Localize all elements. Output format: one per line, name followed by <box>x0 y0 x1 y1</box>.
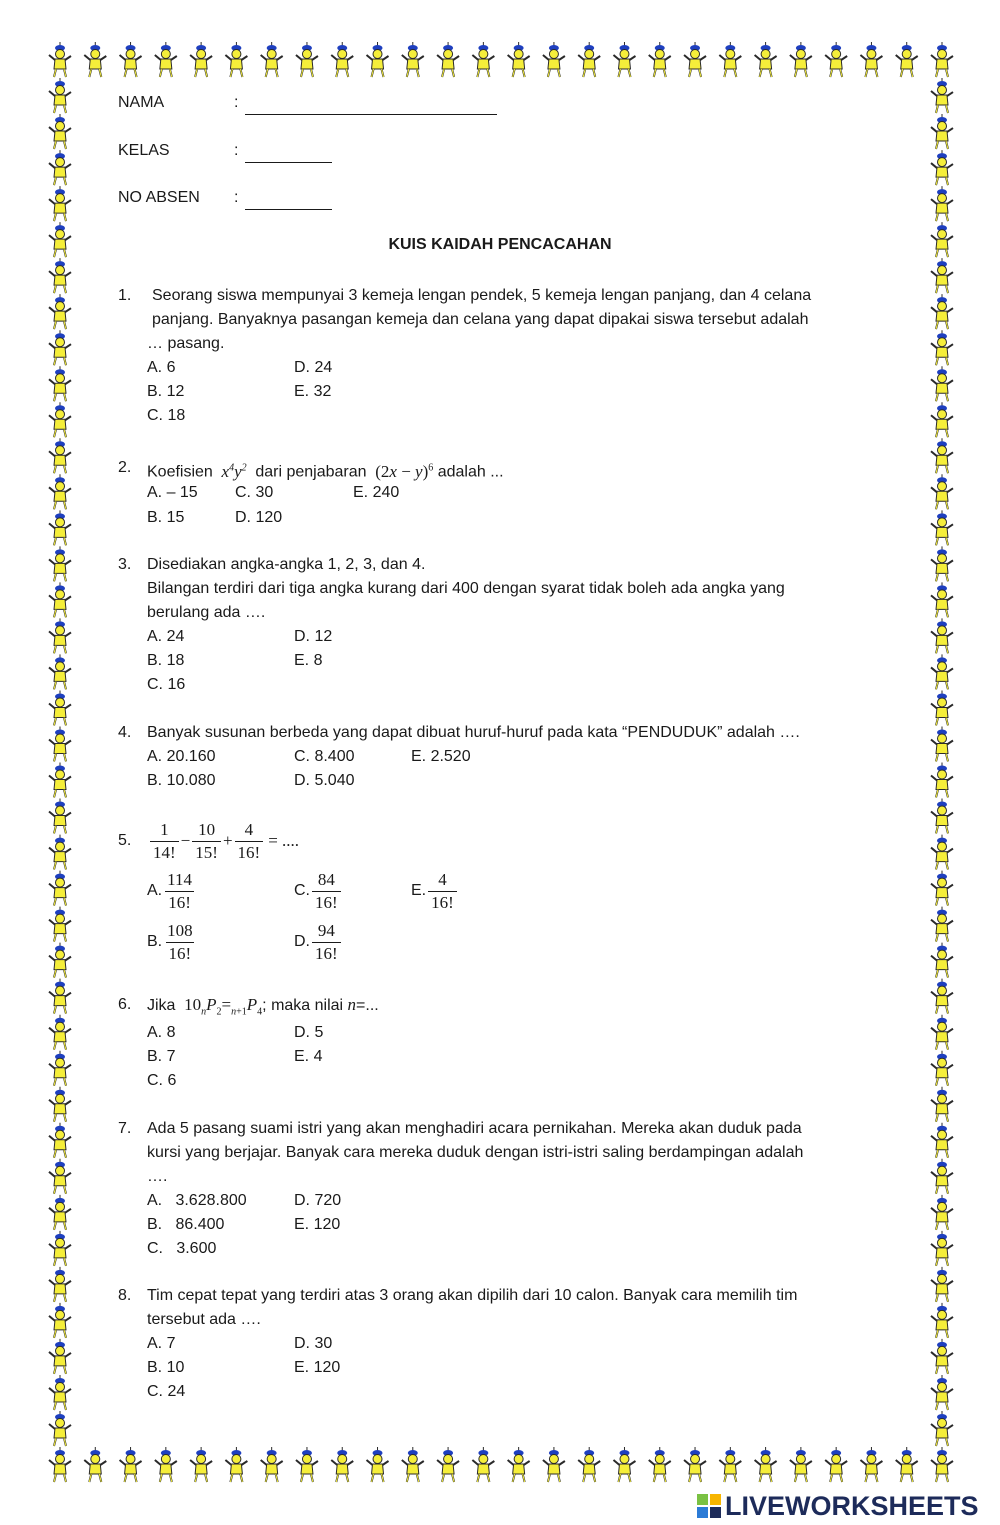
option-a[interactable]: A. – 15 <box>147 484 198 501</box>
border-figure <box>49 1123 71 1158</box>
option-c[interactable]: C. 6 <box>147 1072 177 1089</box>
border-figure <box>931 763 953 798</box>
option-d[interactable]: D. 5.040 <box>294 772 355 789</box>
border-figure <box>719 1447 741 1482</box>
border-figure <box>931 1339 953 1374</box>
option-d[interactable]: D. 720 <box>294 1192 342 1209</box>
question-number: 8. <box>118 1287 132 1304</box>
border-figure <box>931 150 953 185</box>
border-figure <box>931 1303 953 1338</box>
border-figure <box>790 42 812 77</box>
border-figure <box>120 42 142 77</box>
question-text: Ada 5 pasang suami istri yang akan menghadiri acara pernikahan. Mereka akan duduk pada <box>147 1120 802 1137</box>
border-figure <box>49 510 71 545</box>
border-figure <box>543 42 565 77</box>
border-figure <box>931 546 953 581</box>
border-figure <box>931 330 953 365</box>
option-a[interactable]: A. 7 <box>147 1335 176 1352</box>
border-figure <box>931 979 953 1014</box>
equals-sign: = .... <box>268 831 300 850</box>
option-e[interactable]: E. 120 <box>294 1359 341 1376</box>
border-figure <box>472 1447 494 1482</box>
border-figure <box>49 1339 71 1374</box>
option-b[interactable]: B. 10 <box>147 1359 185 1376</box>
border-figure <box>931 42 953 77</box>
border-figure <box>402 42 424 77</box>
border-figure <box>931 835 953 870</box>
option-a[interactable]: A. 8 <box>147 1024 176 1041</box>
question-text-part: =... <box>356 997 379 1014</box>
name-blank-field[interactable] <box>245 96 497 115</box>
option-b[interactable]: B. 10.080 <box>147 772 216 789</box>
question-number: 3. <box>118 556 132 573</box>
option-a[interactable]: A. 20.160 <box>147 748 216 765</box>
border-figure <box>49 979 71 1014</box>
border-figure <box>49 1375 71 1410</box>
question-text: Banyak susunan berbeda yang dapat dibuat huruf-huruf pada kata “PENDUDUK” adalah …. <box>147 724 800 741</box>
border-figure <box>49 582 71 617</box>
border-figure <box>49 78 71 113</box>
border-figure <box>931 78 953 113</box>
minus-sign: − <box>180 831 191 850</box>
question-text: Seorang siswa mempunyai 3 kemeja lengan pendek, 5 kemeja lengan panjang, dan 4 celana <box>152 287 812 304</box>
option-c[interactable]: C. 30 <box>235 484 274 501</box>
border-figure <box>49 1195 71 1230</box>
border-figure <box>49 150 71 185</box>
question-text: …. <box>147 1168 168 1185</box>
border-figure <box>261 42 283 77</box>
border-figure <box>261 1447 283 1482</box>
border-figure <box>49 438 71 473</box>
border-figure <box>931 1087 953 1122</box>
question-text-part: adalah ... <box>437 463 504 481</box>
border-figure <box>613 1447 635 1482</box>
border-figure <box>896 42 918 77</box>
option-e[interactable]: E. 32 <box>294 383 332 400</box>
border-figure <box>931 1051 953 1086</box>
question-text <box>147 456 504 485</box>
option-b[interactable]: B. 15 <box>147 509 185 526</box>
name-colon: : <box>234 94 239 111</box>
option-a[interactable]: A. 24 <box>147 628 185 645</box>
class-blank-field[interactable] <box>245 144 332 163</box>
name-label: NAMA <box>118 94 165 111</box>
border-figure <box>49 1159 71 1194</box>
border-figure <box>543 1447 565 1482</box>
absen-blank-field[interactable] <box>245 191 332 210</box>
border-figure <box>931 258 953 293</box>
border-figure <box>49 1447 71 1482</box>
option-d[interactable]: D. 120 <box>235 509 283 526</box>
option-e[interactable]: E. 240 <box>353 484 400 501</box>
border-figure <box>931 871 953 906</box>
border-figure <box>931 582 953 617</box>
border-figure <box>931 438 953 473</box>
border-figure <box>49 1015 71 1050</box>
math-expression-permutation: $10_nP_2=_{n+1}P_4$ <box>179 995 263 1018</box>
border-figure <box>931 186 953 221</box>
border-figure <box>684 42 706 77</box>
absen-colon: : <box>234 189 239 206</box>
border-figure <box>931 1267 953 1302</box>
border-figure <box>790 1447 812 1482</box>
border-figure <box>578 42 600 77</box>
border-figure <box>472 42 494 77</box>
question-text-part: dari penjabaran <box>255 463 367 481</box>
border-figure <box>931 366 953 401</box>
option-e[interactable]: E. 2.520 <box>411 748 471 765</box>
question-number: 5. <box>118 832 132 849</box>
question-text-part: Koefisien <box>147 463 213 481</box>
math-variable-n: n <box>347 995 357 1014</box>
border-figure <box>508 42 530 77</box>
math-term-x4y2: $x^4y^2$ <box>217 461 247 481</box>
border-figure <box>684 1447 706 1482</box>
question-text-part: Jika <box>147 997 176 1014</box>
border-figure <box>49 618 71 653</box>
border-figure <box>120 1447 142 1482</box>
border-figure <box>367 1447 389 1482</box>
math-expression-binomial: $(2x - y)^6$ <box>370 461 434 481</box>
option-c[interactable]: C. 18 <box>147 407 186 424</box>
border-figure <box>49 42 71 77</box>
liveworksheets-logo <box>697 1492 979 1520</box>
option-e[interactable]: E. 120 <box>294 1216 341 1233</box>
liveworksheets-logo-icon <box>697 1494 721 1518</box>
border-figure <box>49 402 71 437</box>
option-d[interactable]: D. 30 <box>294 1335 333 1352</box>
border-figure <box>613 42 635 77</box>
border-figure <box>49 330 71 365</box>
question-text: tersebut ada …. <box>147 1311 261 1328</box>
border-figure <box>931 114 953 149</box>
option-a[interactable]: A. 6 <box>147 359 176 376</box>
border-figure <box>755 42 777 77</box>
absen-label: NO ABSEN <box>118 189 200 206</box>
border-figure <box>49 186 71 221</box>
border-figure <box>49 654 71 689</box>
border-figure <box>49 366 71 401</box>
question-number: 7. <box>118 1120 132 1137</box>
border-figure <box>931 799 953 834</box>
border-figure <box>719 42 741 77</box>
border-figure <box>825 1447 847 1482</box>
border-figure <box>931 1159 953 1194</box>
question-number: 4. <box>118 724 132 741</box>
option-d[interactable]: D. 12 <box>294 628 333 645</box>
border-figure <box>155 42 177 77</box>
fraction: $\frac{4}{16!}$ <box>428 869 457 914</box>
border-figure <box>49 943 71 978</box>
option-c[interactable]: C. 24 <box>147 1383 186 1400</box>
question-text: panjang. Banyaknya pasangan kemeja dan celana yang dapat dipakai siswa tersebut adalah <box>152 311 809 328</box>
question-text <box>147 993 379 1024</box>
question-number: 1. <box>118 287 132 304</box>
border-figure <box>508 1447 530 1482</box>
border-figure <box>931 618 953 653</box>
fraction: $\frac{10}{15!}$ <box>192 819 221 864</box>
border-figure <box>931 907 953 942</box>
option-c[interactable]: C. 8.400 <box>294 748 355 765</box>
class-colon: : <box>234 142 239 159</box>
border-figure <box>84 1447 106 1482</box>
border-figure <box>49 690 71 725</box>
border-figure <box>825 42 847 77</box>
question-text: Tim cepat tepat yang terdiri atas 3 orang akan dipilih dari 10 calon. Banyak cara memilih tim <box>147 1287 798 1304</box>
border-figure <box>931 654 953 689</box>
border-figure <box>49 1303 71 1338</box>
border-figure <box>649 42 671 77</box>
question-text: kursi yang berjajar. Banyak cara mereka duduk dengan istri-istri saling berdampingan adalah <box>147 1144 804 1161</box>
border-figure <box>155 1447 177 1482</box>
class-label: KELAS <box>118 142 170 159</box>
border-figure <box>190 42 212 77</box>
border-figure <box>49 114 71 149</box>
option-d[interactable]: D. 5 <box>294 1024 324 1041</box>
border-figure <box>49 763 71 798</box>
border-figure <box>225 1447 247 1482</box>
border-figure <box>49 1087 71 1122</box>
border-figure <box>931 1195 953 1230</box>
border-figure <box>931 1231 953 1266</box>
border-figure <box>860 1447 882 1482</box>
option-e[interactable]: E. $\frac{4}{16!}$ <box>411 866 459 916</box>
logo-wordmark: LIVEWORKSHEETS <box>725 1490 979 1521</box>
option-b[interactable]: B. 18 <box>147 652 185 669</box>
border-figure <box>225 42 247 77</box>
border-figure <box>437 42 459 77</box>
border-figure <box>49 1231 71 1266</box>
option-d[interactable]: D. 24 <box>294 359 333 376</box>
option-b[interactable]: B. 7 <box>147 1048 176 1065</box>
border-figure <box>49 1267 71 1302</box>
border-figure <box>296 42 318 77</box>
fraction: $\frac{4}{16!}$ <box>235 819 264 864</box>
border-figure <box>931 1123 953 1158</box>
border-figure <box>49 799 71 834</box>
border-figure <box>296 1447 318 1482</box>
border-figure <box>49 474 71 509</box>
option-a[interactable]: A. $\frac{114}{16!}$ <box>147 866 197 916</box>
question-text: berulang ada …. <box>147 604 266 621</box>
plus-sign: + <box>222 831 233 850</box>
border-figure <box>931 726 953 761</box>
border-figure <box>331 1447 353 1482</box>
fraction: $\frac{114}{16!}$ <box>167 869 192 912</box>
border-figure <box>49 871 71 906</box>
option-c[interactable]: C. 16 <box>147 676 186 693</box>
border-figure <box>931 474 953 509</box>
fraction: $\frac{94}{16!}$ <box>312 920 341 965</box>
border-figure <box>931 1015 953 1050</box>
border-figure <box>931 510 953 545</box>
option-c[interactable]: C. $\frac{84}{16!}$ <box>294 866 343 916</box>
border-figure <box>931 1411 953 1446</box>
border-figure <box>931 1447 953 1482</box>
border-figure <box>931 690 953 725</box>
option-b[interactable]: B. 86.400 <box>147 1216 225 1233</box>
border-figure <box>860 42 882 77</box>
option-e[interactable]: E. 8 <box>294 652 323 669</box>
option-a[interactable]: A. 3.628.800 <box>147 1192 247 1209</box>
fraction: $\frac{108}{16!}$ <box>167 920 193 963</box>
border-figure <box>931 402 953 437</box>
border-figure <box>49 907 71 942</box>
fraction: $\frac{84}{16!}$ <box>312 869 341 914</box>
option-b[interactable]: B. $\frac{108}{16!}$ <box>147 917 198 967</box>
border-figure <box>367 42 389 77</box>
border-figure <box>649 1447 671 1482</box>
border-figure <box>49 726 71 761</box>
border-figure <box>49 546 71 581</box>
border-figure <box>331 42 353 77</box>
math-expression-factorials <box>148 816 299 866</box>
fraction: $\frac{1}{14!}$ <box>150 819 179 864</box>
option-b[interactable]: B. 12 <box>147 383 185 400</box>
border-figure <box>49 1411 71 1446</box>
option-d[interactable]: D. $\frac{94}{16!}$ <box>294 917 343 967</box>
border-figure <box>896 1447 918 1482</box>
page-title: KUIS KAIDAH PENCACAHAN <box>388 236 612 253</box>
option-e[interactable]: E. 4 <box>294 1048 323 1065</box>
question-text: … pasang. <box>147 335 225 352</box>
border-figure <box>49 258 71 293</box>
border-figure <box>49 294 71 329</box>
border-figure <box>931 294 953 329</box>
question-number: 2. <box>118 459 132 476</box>
border-figure <box>84 42 106 77</box>
border-figure <box>402 1447 424 1482</box>
border-figure <box>578 1447 600 1482</box>
border-figure <box>49 1051 71 1086</box>
question-text: Disediakan angka-angka 1, 2, 3, dan 4. <box>147 556 426 573</box>
border-figure <box>190 1447 212 1482</box>
border-figure <box>437 1447 459 1482</box>
question-text: Bilangan terdiri dari tiga angka kurang dari 400 dengan syarat tidak boleh ada angka yang <box>147 580 785 597</box>
question-text-part: ; maka nilai <box>262 997 344 1014</box>
border-figure <box>931 943 953 978</box>
border-figure <box>755 1447 777 1482</box>
border-figure <box>931 1375 953 1410</box>
question-number: 6. <box>118 996 132 1013</box>
option-c[interactable]: C. 3.600 <box>147 1240 217 1257</box>
border-figure <box>49 835 71 870</box>
